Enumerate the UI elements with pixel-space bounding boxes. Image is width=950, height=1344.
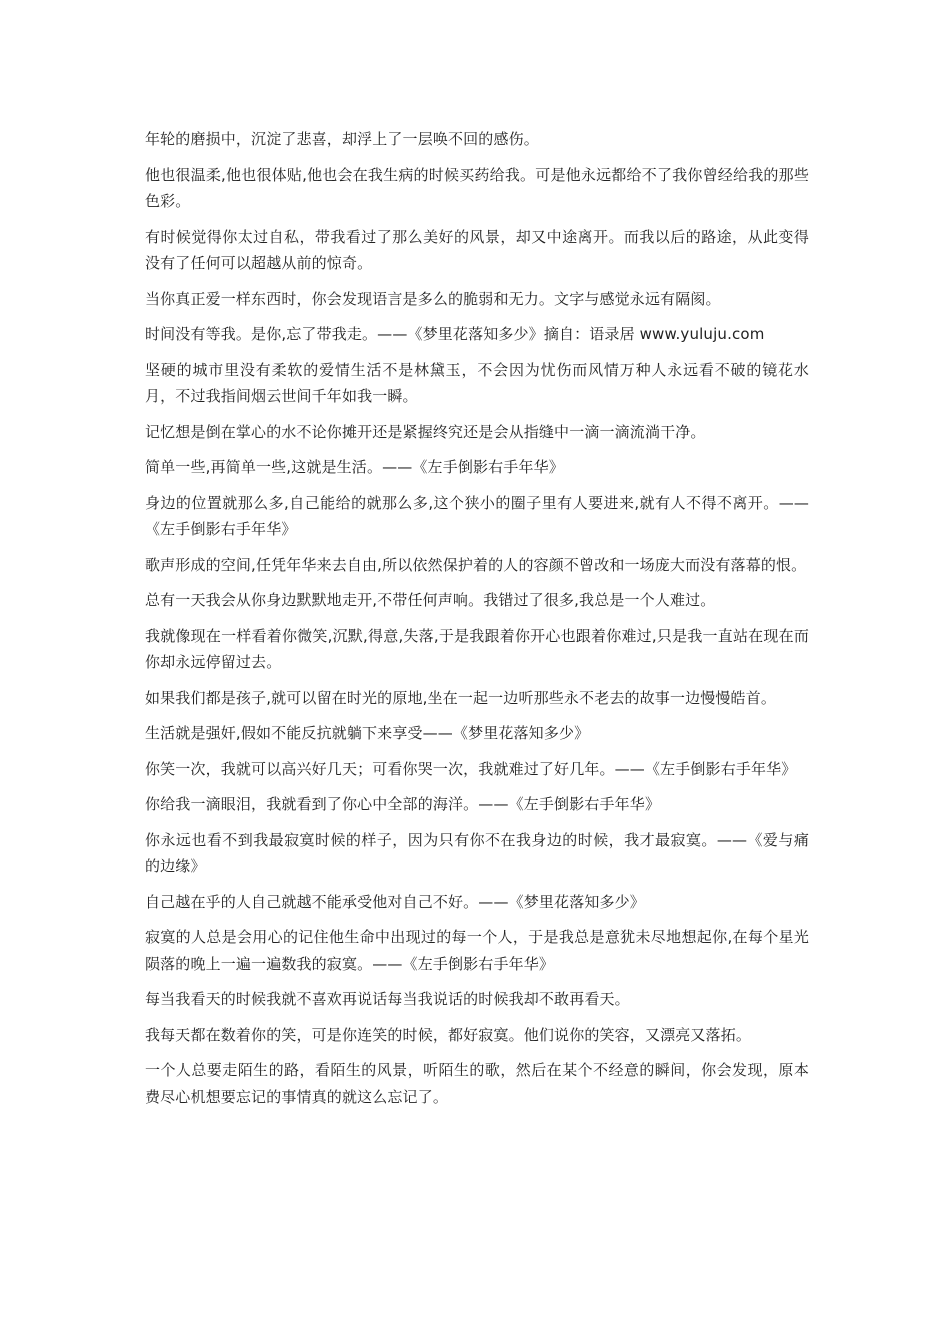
paragraph: 如果我们都是孩子,就可以留在时光的原地,坐在一起一边听那些永不老去的故事一边慢慢皓首。 — [145, 688, 776, 707]
paragraph: 坚硬的城市里没有柔软的爱情生活不是林黛玉，不会因为忧伤而风情万种人永远看不破的镜花水月，不过我指间烟云世间千年如我一瞬。 — [145, 360, 809, 405]
paragraph: 身边的位置就那么多,自己能给的就那么多,这个狭小的圈子里有人要进来,就有人不得不离开。——《左手倒影右手年华》 — [145, 493, 809, 538]
paragraph: 你笑一次，我就可以高兴好几天；可看你哭一次，我就难过了好几年。——《左手倒影右手年华》 — [145, 759, 797, 778]
paragraph: 总有一天我会从你身边默默地走开,不带任何声响。我错过了很多,我总是一个人难过。 — [145, 591, 716, 609]
paragraph: 每当我看天的时候我就不喜欢再说话每当我说话的时候我却不敢再看天。 — [145, 990, 630, 1008]
paragraph: 一个人总要走陌生的路，看陌生的风景，听陌生的歌，然后在某个不经意的瞬间，你会发现，原本费尽心机想要忘记的事情真的就这么忘记了。 — [145, 1061, 809, 1106]
paragraph: 当你真正爱一样东西时，你会发现语言是多么的脆弱和无力。文字与感觉永远有隔阂。 — [145, 289, 721, 308]
paragraph: 有时候觉得你太过自私，带我看过了那么美好的风景，却又中途离开。而我以后的路途，从此变得没有了任何可以超越从前的惊奇。 — [145, 227, 809, 272]
paragraph: 记忆想是倒在掌心的水不论你摊开还是紧握终究还是会从指缝中一滴一滴流淌干净。 — [145, 422, 706, 441]
paragraph: 生活就是强奸,假如不能反抗就躺下来享受——《梦里花落知多少》 — [145, 724, 590, 742]
paragraph: 时间没有等我。是你,忘了带我走。——《梦里花落知多少》摘自：语录居 www.yuluju.com — [145, 325, 765, 343]
paragraph: 你给我一滴眼泪，我就看到了你心中全部的海洋。——《左手倒影右手年华》 — [145, 795, 661, 813]
paragraph: 自己越在乎的人自己就越不能承受他对自己不好。——《梦里花落知多少》 — [145, 892, 645, 911]
document-body — [145, 126, 809, 1119]
paragraph: 你永远也看不到我最寂寞时候的样子，因为只有你不在我身边的时候，我才最寂寞。——《爱与痛的边缘》 — [145, 830, 809, 875]
paragraph: 歌声形成的空间,任凭年华来去自由,所以依然保护着的人的容颜不曾改和一场庞大而没有落幕的恨。 — [145, 555, 807, 574]
paragraph: 年轮的磨损中，沉淀了悲喜，却浮上了一层唤不回的感伤。 — [145, 130, 539, 148]
paragraph: 我每天都在数着你的笑，可是你连笑的时候，都好寂寞。他们说你的笑容，又漂亮又落拓。 — [145, 1025, 752, 1044]
paragraph: 简单一些,再简单一些,这就是生活。——《左手倒影右手年华》 — [145, 458, 564, 476]
paragraph: 他也很温柔,他也很体贴,他也会在我生病的时候买药给我。可是他永远都给不了我你曾经给我的那些色彩。 — [145, 165, 809, 210]
paragraph: 我就像现在一样看着你微笑,沉默,得意,失落,于是我跟着你开心也跟着你难过,只是我一直站在现在而你却永远停留过去。 — [145, 626, 809, 671]
paragraph: 寂寞的人总是会用心的记住他生命中出现过的每一个人，于是我总是意犹未尽地想起你,在每个星光陨落的晚上一遍一遍数我的寂寞。——《左手倒影右手年华》 — [145, 928, 809, 973]
